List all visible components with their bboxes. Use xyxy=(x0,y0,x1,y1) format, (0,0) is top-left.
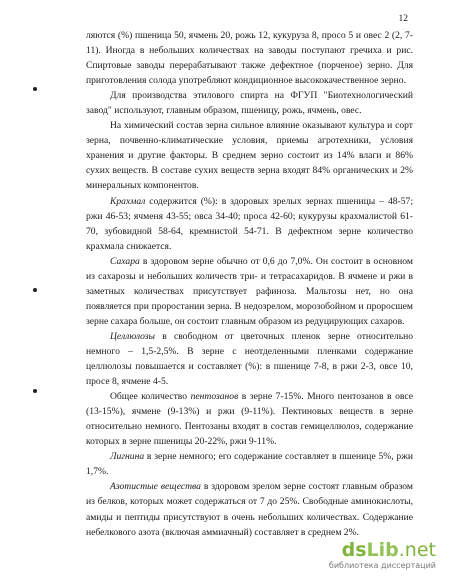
text-run: содержится (%): в здоровых зрелых зернах пшеницы – 48-57; ржи 46-53; ячменя 43-55; овса 34-40; проса 42-60; кукурузы крахмалистой 61-70, зубовидной 58-64, кремнистой 54-71. В дефектном зерне количество крахмала снижается. xyxy=(86,195,413,252)
paragraph xyxy=(86,479,413,539)
margin-dot xyxy=(33,87,37,91)
term-italic: Целлюлозы xyxy=(110,330,156,342)
term-italic: Сахара xyxy=(110,255,140,267)
paragraph xyxy=(86,329,413,389)
text-run: ляются (%) пшеница 50, ячмень 20, рожь 12, кукуруза 8, просо 5 и овес 2 (2, 7-11). Иногда в небольших количествах на заводы поступают гречиха и рис. Спиртовые заводы перерабатывают также дефектное (порченое) зерно. Для приготовления солода употребляют кондиционное высококачественное зерно. xyxy=(86,30,413,87)
paragraph xyxy=(86,88,413,118)
term-italic: Лигнина xyxy=(110,451,145,463)
watermark-wordmark xyxy=(328,540,436,560)
text-run: Для производства этилового спирта на ФГУП "Биотехнологический завод" используют, главным образом, пшеницу, рожь, ячмень, овес. xyxy=(86,90,413,117)
text-run: в свободном от цветочных пленок зерне относительно немного – 1,5-2,5%. В зерне с неотделенными пленками содержание целлюлозы повышается и составляет (%): в пшенице 7-8, в ржи 2-3, овсе 10, просе 8, ячмене 4-5. xyxy=(86,330,413,388)
paragraph xyxy=(86,254,413,329)
term-italic: Крахмал xyxy=(110,195,146,207)
watermark-logo xyxy=(328,540,436,571)
paragraph xyxy=(86,389,413,449)
watermark-ds: ds xyxy=(341,539,367,561)
text-run: в здоровом зрелом зерне состоят главным образом из белков, которых может содержаться от 7 до 25%. Свободные аминокислоты, амиды и пептиды присутствуют в очень небольших количествах. Содержание небелкового азота (включая аммиачный) составляет в среднем 2%. xyxy=(86,481,413,538)
text-run: в зерне 7-15%. Много пентозанов в овсе (13-15%), ячмене (9-13%) и ржи (9-11%). Пектиновых веществ в зерне относительно немного. Пентозаны входят в состав гемицеллюлоз, содержание которых в зерне пшеницы 20-22%, ржи 9-11%. xyxy=(86,391,413,448)
text-run: Общее количество xyxy=(110,391,191,403)
text-run: в зерне немного; его содержание составляет в пшенице 5%, ржи 1,7%. xyxy=(86,451,413,478)
body-text xyxy=(86,28,413,540)
watermark-tagline: библиотека диссертаций xyxy=(328,561,436,570)
text-run: в здоровом зерне обычно от 0,6 до 7,0%. Он состоит в основном из сахарозы и небольших количеств три- и тетрасахаридов. В ячмене и ржи в заметных количествах присутствует рафиноза. Мальтозы нет, но она появляется при проростании зерна. В недозрелом, морозобойном и проросшем зерне сахара больше, он состоит главным образом из редуцирующих сахаров. xyxy=(86,255,413,327)
text-run: На химический состав зерна сильное влияние оказывают культура и сорт зерна, почвенно-климатические условия, приемы агротехники, условия хранения и другие факторы. В среднем зерно состоит из 14% влаги и 86% сухих веществ. В составе сухих веществ зерна входят 84% органических и 2% минеральных компонентов. xyxy=(86,120,413,192)
margin-dot xyxy=(33,389,37,393)
paragraph xyxy=(86,449,413,479)
paragraph xyxy=(86,194,413,254)
term-italic: пентозанов xyxy=(190,391,239,403)
paragraph xyxy=(86,28,413,88)
watermark-net: .net xyxy=(398,539,436,561)
watermark-lib: Lib xyxy=(366,539,399,561)
margin-dot xyxy=(33,288,37,292)
page-number: 12 xyxy=(398,14,408,24)
paragraph xyxy=(86,118,413,193)
term-italic: Азотистые вещества xyxy=(110,481,201,493)
